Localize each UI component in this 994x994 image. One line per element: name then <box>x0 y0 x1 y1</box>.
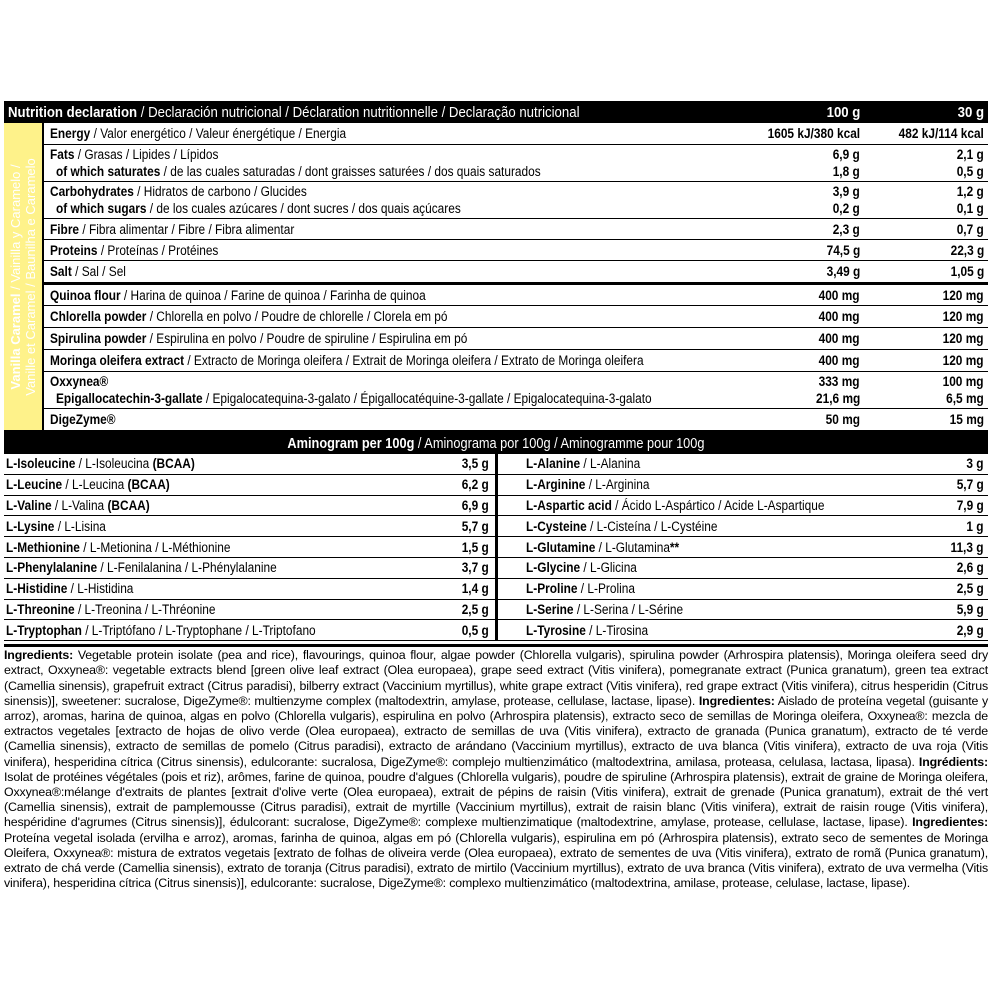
nutrition-row-spirulina: Spirulina powder / Espirulina en polvo / Poudre de spiruline / Espirulina em pó 400 mg 120 mg <box>44 328 988 350</box>
label-panel <box>4 101 988 891</box>
nutrition-body <box>4 123 988 433</box>
amino-row <box>4 600 495 621</box>
aminogram-table <box>4 454 988 641</box>
aminogram-header: Aminogram per 100g / Aminograma por 100g / Aminogramme pour 100g <box>4 433 988 454</box>
amino-row <box>4 558 495 579</box>
nutrition-rows <box>44 123 988 430</box>
ingredients-en: Vegetable protein isolate (pea and rice), flavourings, quinoa flour, algae powder (Chlorella vulgaris), spirulina powder (Arhrospira platensis), Moringa oleifera seed dry extract, Oxxynea®: vegetable extracts blend [green olive leaf extract (Olea europaea), grape seed extract (Vitis vinifera), pomegranate extract (Punica granatum), green tea extract (Camellia sinensis), grapefruit extract (Citrus paradisi), bilberry extract (Vaccinium myrtillus), white grape extract (Vitis vinifera), red grape extract (Vitis vinifera), citrus hesperidin (Citrus sinensis)], sweetener: sucralose, DigeZyme®: multienzyme complex (maltodextrin, amylase, protease, cellulase, lactase, lipase). <box>4 648 988 708</box>
amino-label: L-Cysteine / L-Cisteína / L-Cystéine <box>525 518 717 534</box>
amino-value: 2,5 g <box>461 601 489 617</box>
amino-value: 6,2 g <box>461 477 489 493</box>
amino-label: L-Aspartic acid / Ácido L-Aspártico / Acide L-Aspartique <box>525 497 824 513</box>
amino-row <box>4 579 495 600</box>
amino-label: L-Glutamine / L-Glutamina** <box>525 539 679 555</box>
nutrition-row-salt: Salt / Sal / Sel 3,49 g 1,05 g <box>44 261 988 285</box>
amino-value: 0,5 g <box>461 622 489 638</box>
amino-value: 2,9 g <box>956 622 984 638</box>
amino-row <box>4 454 495 475</box>
amino-value: 5,7 g <box>956 477 984 493</box>
amino-label: L-Proline / L-Prolina <box>525 581 635 597</box>
amino-label: L-Tyrosine / L-Tirosina <box>525 622 648 638</box>
ingredients-text <box>4 644 988 891</box>
amino-value: 5,7 g <box>461 518 489 534</box>
amino-label: L-Histidine / L-Histidina <box>6 581 134 597</box>
amino-label: L-Tryptophan / L-Triptófano / L-Tryptophane / L-Triptofano <box>6 622 316 638</box>
amino-value: 1,4 g <box>461 581 489 597</box>
amino-row <box>4 620 495 641</box>
nutrition-row-chlorella: Chlorella powder / Chlorella en polvo / Poudre de chlorelle / Clorela em pó 400 mg 120 mg <box>44 306 988 328</box>
nutrition-row-carbohydrates: Carbohydrates / Hidratos de carbono / Glucides 3,9 g 1,2 g <box>50 184 984 199</box>
nutrition-row-fats-group <box>44 145 988 182</box>
amino-label: L-Methionine / L-Metionina / L-Méthionine <box>6 539 231 555</box>
amino-value: 2,5 g <box>956 581 984 597</box>
flavour-band <box>4 123 44 430</box>
nutrition-row-digezyme: DigeZyme® 50 mg 15 mg <box>50 412 984 427</box>
nutrition-row-quinoa: Quinoa flour / Harina de quinoa / Farine de quinoa / Farinha de quinoa 400 mg 120 mg <box>44 285 988 306</box>
amino-row <box>498 496 989 517</box>
aminogram-right-column <box>498 454 989 641</box>
amino-row <box>4 475 495 496</box>
amino-row <box>498 454 989 475</box>
amino-row <box>4 516 495 537</box>
nutrition-row-oxxynea: Oxxynea® 333 mg 100 mg <box>50 374 984 389</box>
amino-label: L-Lysine / L-Lisina <box>6 518 106 534</box>
amino-label: L-Arginine / L-Arginina <box>525 477 649 493</box>
amino-row <box>498 516 989 537</box>
nutrition-row-fibre: Fibre / Fibra alimentar / Fibre / Fibra alimentar 2,3 g 0,7 g <box>44 219 988 240</box>
nutrition-row-carbs-group <box>44 182 988 219</box>
nutrition-row-proteins: Proteins / Proteínas / Protéines 74,5 g 22,3 g <box>44 240 988 261</box>
ingredients-fr: Isolat de protéines végétales (pois et riz), arômes, farine de quinoa, poudre d'algues (Chlorella vulgaris), poudre de spiruline (Arhrospira platensis), extrait de graine de Moringa oleifera, Oxxynea®:mélange d'extraits de plantes [extrait d'olive verte (Olea europaea), extrait de pépins de raisin (Vitis vinifera), extrait de grenade (Punica granatum), extrait de thé vert (Camellia sinensis), extrait de pamplemousse (Citrus paradisi), extrait de myrtille (Vaccinium myrtillus), extrait de raisin blanc (Vitis vinifera), extrait de raisin rouge (Vitis vinifera), hespéridine d'agrumes (Citrus sinensis)], édulcorant: sucralose, DigeZyme®: complexe multienzimatique (maltodextrine, amylase, protease, cellulase, lactase, lipase). <box>4 769 988 830</box>
column-100g-header: 100 g <box>826 103 860 121</box>
amino-label: L-Leucine / L-Leucina (BCAA) <box>6 477 170 493</box>
ingredients-es: Aislado de proteína vegetal (guisante y arroz), aromas, harina de quinoa, algas en polvo (Chlorella vulgaris), espirulina en polvo (Arhrospira platensis), extracto seco de semillas de Moringa oleifera, Oxxynea®: mezcla de extractos vegetales [extracto de hojas de olivo verde (Olea europaea), extracto de semillas de uva (Vitis vinifera), extracto de granada (Punica granatum), extracto de té verde (Camellia sinensis), extracto de semillas de pomelo (Citrus paradisi), extracto de arándano (Vaccinium myrtillus), extracto de uva blanca (Vitis vinifera), extracto de uva roja (Vitis vinifera), hesperidina cítrica (Citrus sinensis), edulcorante: sucralosa, DigeZyme®: complejo multienzimático (maltodextrina, amilasa, proteasa, celulasa, lactasa, lipasa). <box>4 693 989 769</box>
amino-row <box>498 620 989 641</box>
ingredients-label-es: Ingredientes: <box>698 693 775 708</box>
amino-value: 5,9 g <box>956 601 984 617</box>
column-30g-header: 30 g <box>957 103 984 121</box>
nutrition-row-energy: Energy / Valor energético / Valeur énergétique / Energia 1605 kJ/380 kcal 482 kJ/114 kcal <box>44 123 988 145</box>
amino-value: 2,6 g <box>956 560 984 576</box>
amino-row <box>4 537 495 558</box>
aminogram-left-column <box>4 454 498 641</box>
amino-row <box>498 475 989 496</box>
amino-value: 7,9 g <box>956 497 984 513</box>
ingredients-label-fr: Ingrédients: <box>918 754 989 769</box>
amino-row <box>498 537 989 558</box>
amino-value: 11,3 g <box>950 539 984 555</box>
amino-label: L-Phenylalanine / L-Fenilalanina / L-Phénylalanine <box>6 560 277 576</box>
flavour-label: Vanilla Caramel / Vainilla y Caramelo / Vanille et Caramel / Baunilha e Caramelo <box>8 157 38 396</box>
amino-value: 1 g <box>966 518 984 534</box>
amino-value: 3 g <box>966 456 984 472</box>
nutrition-header <box>4 101 988 123</box>
amino-label: L-Glycine / L-Glicina <box>525 560 637 576</box>
amino-row <box>498 558 989 579</box>
nutrition-row-moringa: Moringa oleifera extract / Extracto de Moringa oleifera / Extrait de Moringa oleifera / Extrato de Moringa oleifera 400 mg 120 mg <box>44 350 988 372</box>
ingredients-label-pt: Ingredientes: <box>912 815 988 830</box>
amino-value: 3,5 g <box>461 456 489 472</box>
nutrition-row-oxxynea-group <box>44 372 988 409</box>
amino-row <box>4 496 495 517</box>
amino-label: L-Serine / L-Serina / L-Sérine <box>525 601 683 617</box>
ingredients-pt: Proteína vegetal isolada (ervilha e arroz), aromas, farinha de quinoa, algas em pó (Chlorella vulgaris), espirulina em pó (Arhrospira platensis), extrato seco de sementes de Moringa Oleifera, Oxxynea®: mistura de extratos vegetais [extrato de folhas de oliveira verde (Olea europaea), extrato de sementes de uva (Vitis vinifera), extrato de romã (Punica granatum), extrato de chá verde (Camellia sinensis), extrato de toranja (Citrus paradisi), extrato de mirtilo (Vaccinium myrtillus), extrato de uva branca (Vitis vinifera), extrato de uva vermelha (Vitis vinifera), hesperidina cítrica (Citrus sinensis)], edulcorante: sucralose, DigeZyme®: complexo multienzimático (maltodextrina, amilase, protease, celulase, lactase, lipase). <box>4 830 988 891</box>
amino-label: L-Threonine / L-Treonina / L-Thréonine <box>6 601 216 617</box>
nutrition-row-saturates: of which saturates / de las cuales saturadas / dont graisses saturées / dos quais saturados 1,8 g 0,5 g <box>56 164 984 179</box>
amino-row <box>498 600 989 621</box>
ingredients-label-en: Ingredients: <box>4 648 74 663</box>
amino-label: L-Isoleucine / L-Isoleucina (BCAA) <box>6 456 195 472</box>
amino-value: 6,9 g <box>461 497 489 513</box>
nutrition-title: Nutrition declaration / Declaración nutricional / Déclaration nutritionnelle / Declaração nutricional <box>8 103 580 121</box>
nutrition-row-sugars: of which sugars / de los cuales azúcares / dont sucres / dos quais açúcares 0,2 g 0,1 g <box>56 201 984 216</box>
amino-row <box>498 579 989 600</box>
nutrition-row-fats: Fats / Grasas / Lipides / Lípidos 6,9 g 2,1 g <box>50 147 984 162</box>
amino-label: L-Alanine / L-Alanina <box>525 456 640 472</box>
amino-value: 1,5 g <box>461 539 489 555</box>
nutrition-row-egcg: Epigallocatechin-3-gallate / Epigalocatequina-3-galato / Épigallocatéquine-3-gallate / Epigalocatequina-3-galato 21,6 mg 6,5 mg <box>56 391 984 406</box>
amino-value: 3,7 g <box>461 560 489 576</box>
amino-label: L-Valine / L-Valina (BCAA) <box>6 497 150 513</box>
